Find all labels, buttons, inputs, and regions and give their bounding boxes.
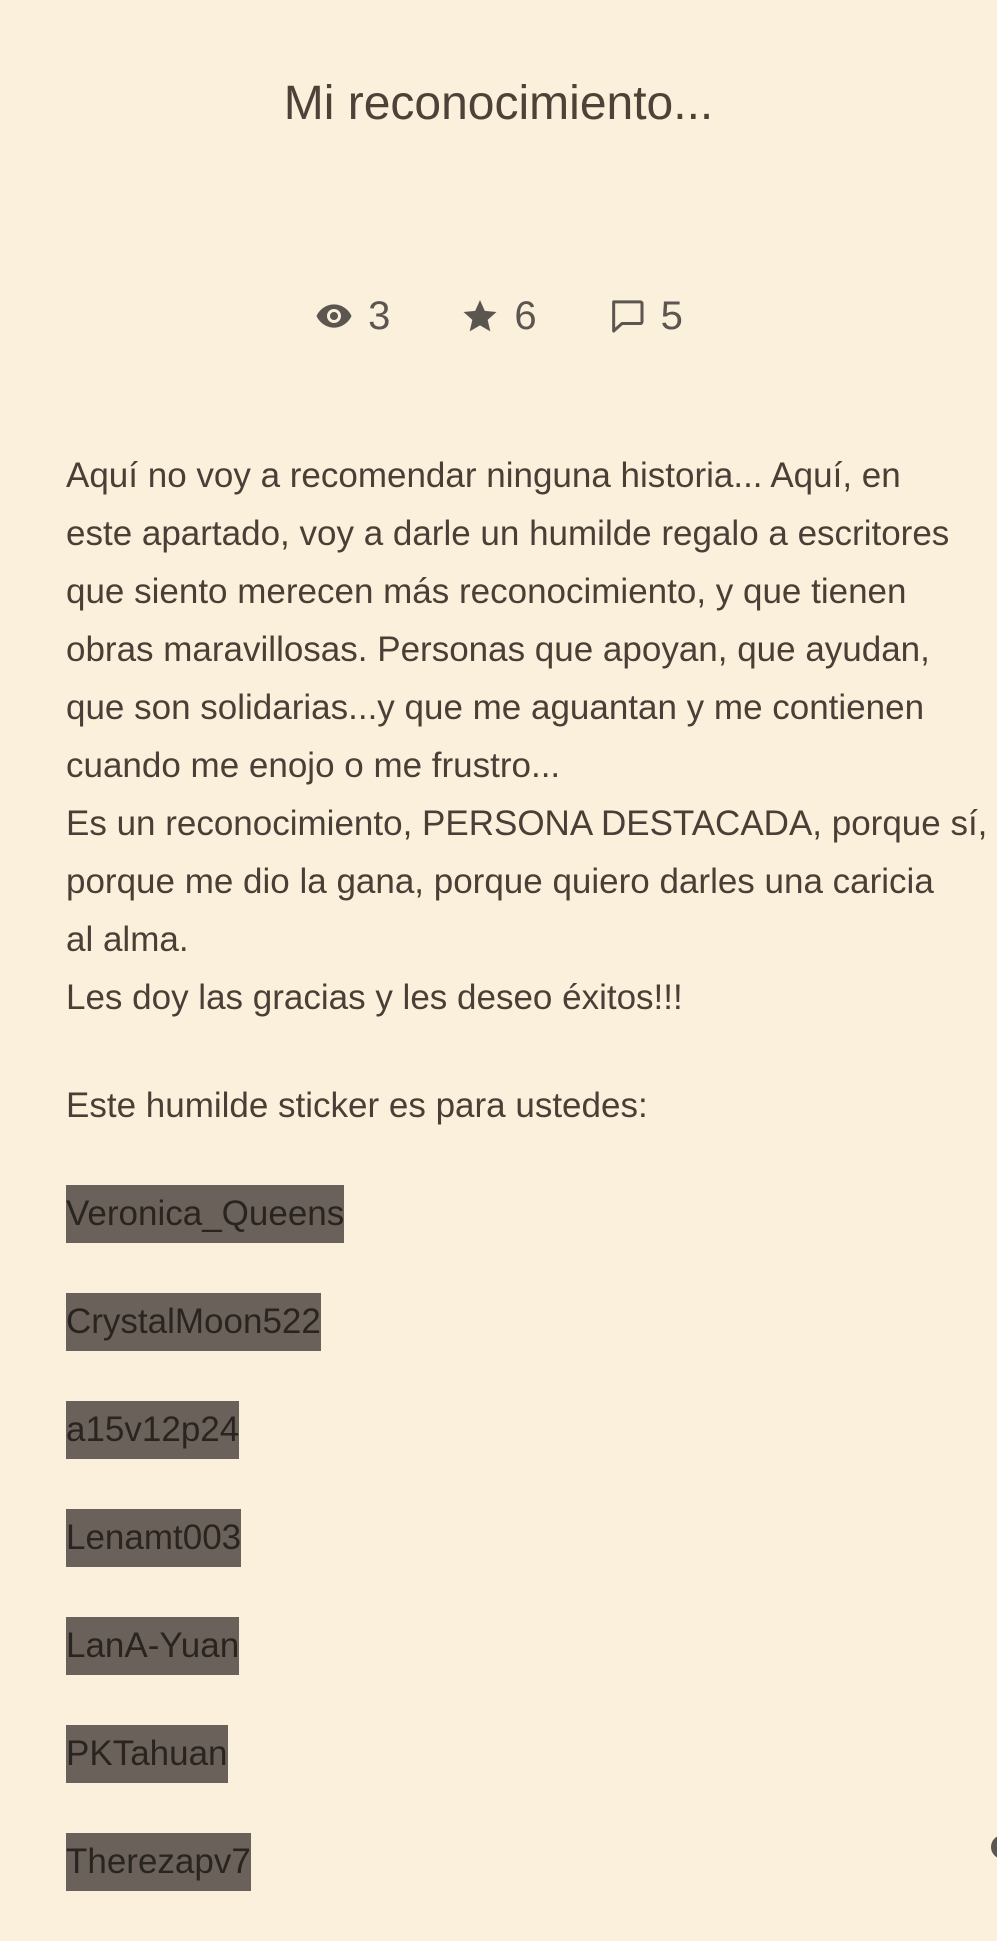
body-line: que siento merecen más reconocimiento, y que tienen: [66, 572, 907, 611]
eye-icon: [314, 296, 354, 336]
list-item: [66, 1617, 976, 1675]
user-mention-link[interactable]: LanA-Yuan: [66, 1617, 239, 1675]
user-mention-list: [66, 1185, 976, 1891]
list-item: [66, 1401, 976, 1459]
user-mention-link[interactable]: PKTahuan: [66, 1725, 228, 1783]
user-mention-link[interactable]: a15v12p24: [66, 1401, 239, 1459]
story-title: Mi reconocimiento...: [283, 77, 714, 130]
votes-count: 6: [514, 294, 537, 338]
user-mention-link[interactable]: Lenamt003: [66, 1509, 241, 1567]
sticker-intro: Este humilde sticker es para ustedes:: [66, 1086, 648, 1125]
user-mention-link[interactable]: Veronica_Queens: [66, 1185, 344, 1243]
body-line: que son solidarias...y que me aguantan y me contienen: [66, 688, 925, 727]
body-line: este apartado, voy a darle un humilde regalo a escritores: [66, 514, 950, 553]
list-item: [66, 1833, 976, 1891]
star-icon: [460, 296, 500, 336]
body-line: Les doy las gracias y les deseo éxitos!!!: [66, 978, 683, 1017]
list-item: [66, 1509, 976, 1567]
list-item: [66, 1293, 976, 1351]
comments-stat: [607, 288, 683, 344]
story-stats: [0, 288, 997, 344]
user-mention-link[interactable]: Therezapv7: [66, 1833, 251, 1891]
story-content: [66, 447, 988, 1941]
body-line: cuando me enojo o me frustro...: [66, 746, 561, 785]
body-line: al alma.: [66, 920, 189, 959]
votes-stat: [460, 288, 536, 344]
comments-count: 5: [660, 294, 683, 338]
list-item: [66, 1725, 976, 1783]
body-line: Aquí no voy a recomendar ninguna historia... Aquí, en: [66, 456, 901, 495]
user-mention-link[interactable]: CrystalMoon522: [66, 1293, 321, 1351]
scroll-edge-indicator[interactable]: [991, 1835, 997, 1859]
body-line: obras maravillosas. Personas que apoyan, que ayudan,: [66, 630, 930, 669]
story-body: [66, 447, 988, 1027]
body-line: porque me dio la gana, porque quiero darles una caricia: [66, 862, 934, 901]
list-item: [66, 1185, 976, 1243]
comment-icon: [607, 296, 647, 336]
body-line: Es un reconocimiento, PERSONA DESTACADA, porque sí,: [66, 804, 988, 843]
views-stat: [314, 288, 390, 344]
views-count: 3: [368, 294, 391, 338]
